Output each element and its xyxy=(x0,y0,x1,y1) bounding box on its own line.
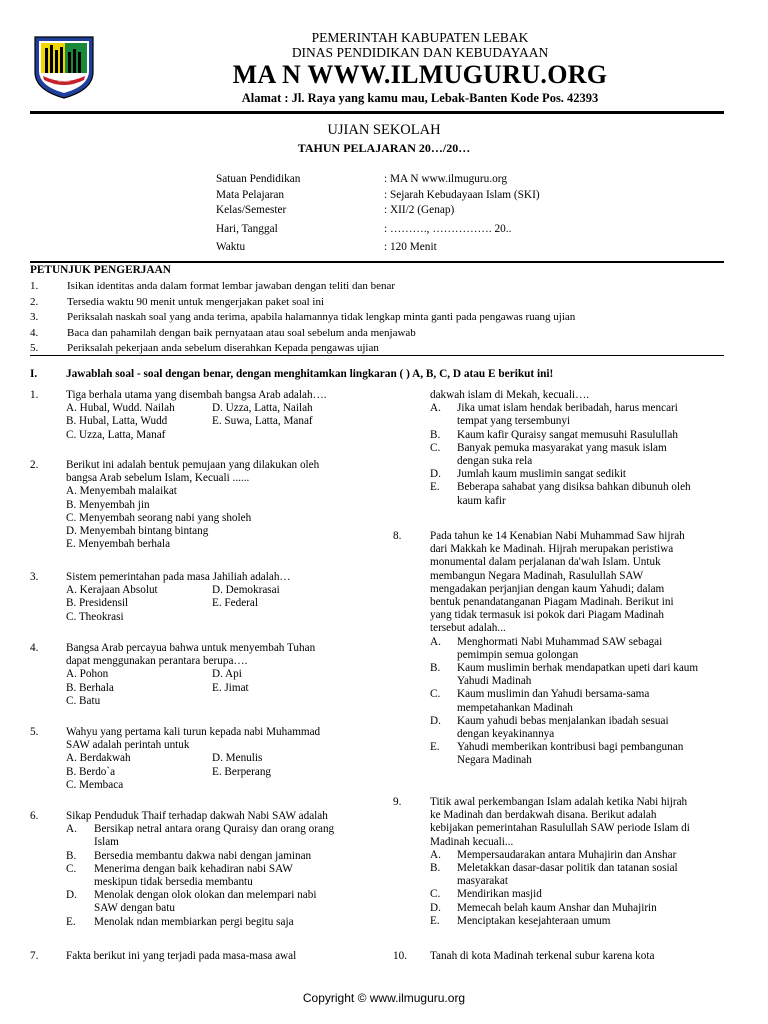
answer-option: E. Federal xyxy=(212,597,258,610)
answer-option: C. Batu xyxy=(66,694,101,707)
question-stem: dakwah islam di Mekah, kecuali…. xyxy=(430,389,590,401)
section-number: I. xyxy=(30,368,38,380)
exam-title: UJIAN SEKOLAH xyxy=(327,122,441,138)
info-values xyxy=(384,172,540,256)
answer-option: Menolak dengan olok olokan dan melempari nabi xyxy=(94,889,317,902)
question-stem: Sistem pemerintahan pada masa Jahiliah adalah… xyxy=(66,571,291,583)
answer-option: Jumlah kaum muslimin sangat sedikit xyxy=(457,468,627,481)
header-line1: PEMERINTAH KABUPATEN LEBAK xyxy=(311,30,529,45)
answer-option: A. Hubal, Wudd. Nailah xyxy=(66,402,175,415)
question-stem: bangsa Arab sebelum Islam, Kecuali ...... xyxy=(66,472,250,485)
instruction-item: 5. Periksalah pekerjaan anda sebelum diserahkan Kepada pengawas ujian xyxy=(30,342,379,354)
answer-option: masyarakat xyxy=(457,875,508,888)
answer-option: kaum kafir xyxy=(457,494,506,507)
question-stem: Titik awal perkembangan Islam adalah ketika Nabi hijrah xyxy=(430,796,688,808)
instruction-item: 1. Isikan identitas anda dalam format lembar jawaban dengan teliti dan benar xyxy=(30,280,396,292)
question-stem: ke Madinah dan berdakwah disana. Berikut adalah xyxy=(430,809,657,822)
question-stem: Tanah di kota Madinah terkenal subur karena kota xyxy=(430,950,655,962)
answer-option: Yahudi memberikan kontribusi bagi pembangunan xyxy=(457,741,684,754)
school-logo xyxy=(31,34,97,100)
question-number: 1. xyxy=(30,389,39,401)
question-stem: bentuk penandatanganan Piagam Madinah. Berikut ini xyxy=(430,596,674,608)
question-stem: Fakta berikut ini yang terjadi pada masa-masa awal xyxy=(66,950,297,962)
info-label: Kelas/Semester xyxy=(216,204,287,216)
section-instruction: Jawablah soal - soal dengan benar, dengan menghitamkan lingkaran ( ) A, B, C, D atau E berikut ini! xyxy=(66,368,554,380)
answer-option: C. Uzza, Latta, Manaf xyxy=(66,428,166,441)
answer-option: C. Theokrasi xyxy=(66,610,124,623)
answer-option: B. Presidensil xyxy=(66,597,129,610)
answer-option: tempat yang tersembunyi xyxy=(457,415,571,428)
question-number: 6. xyxy=(30,810,39,822)
info-divider xyxy=(30,261,724,263)
answer-letter: C. xyxy=(66,862,77,875)
answer-letter: B. xyxy=(430,662,441,674)
answer-letter: A. xyxy=(430,402,441,415)
answer-option: dengan suka rela xyxy=(457,455,533,467)
instruction-item: 3. Periksalah naskah soal yang anda terima, apabila halamannya tidak lengkap minta ganti pada pengawas ruang ujian xyxy=(30,311,576,323)
info-value: : 120 Menit xyxy=(384,241,437,253)
answer-option: B. Berhala xyxy=(66,681,114,694)
exam-year: TAHUN PELAJARAN 20…/20… xyxy=(297,141,471,155)
question-stem: yang tidak termasuk isi pokok dari Piagam Madinah xyxy=(430,609,664,622)
answer-letter: A. xyxy=(66,823,77,836)
info-value: : Sejarah Kebudayaan Islam (SKI) xyxy=(384,188,540,201)
header-line2: DINAS PENDIDIKAN DAN KEBUDAYAAN xyxy=(291,45,549,60)
answer-letter: D. xyxy=(430,714,441,727)
answer-option: B. Hubal, Latta, Wudd xyxy=(66,415,168,428)
question-number: 8. xyxy=(393,530,402,542)
answer-option: D. Api xyxy=(212,668,242,681)
answer-option: Memecah belah kaum Anshar dan Muhajirin xyxy=(457,901,657,914)
question-number: 7. xyxy=(30,950,39,962)
question-number: 10. xyxy=(393,950,407,962)
answer-option: Menghormati Nabi Muhammad SAW sebagai xyxy=(457,635,663,648)
answer-option: A. Menyembah malaikat xyxy=(66,485,177,498)
answer-option: Mempersaudarakan antara Muhajirin dan Anshar xyxy=(457,848,677,861)
answer-option: D. Menyembah bintang bintang xyxy=(66,525,209,537)
question-stem: SAW adalah perintah untuk xyxy=(66,739,190,752)
question-number: 4. xyxy=(30,642,39,654)
answer-letter: E. xyxy=(66,915,76,928)
answer-option: Menciptakan kesejahteraan umum xyxy=(457,914,611,927)
answer-option: Banyak pemuka masyarakat yang masuk islam xyxy=(457,441,667,454)
answer-option: Bersikap netral antara orang Quraisy dan orang orang xyxy=(94,823,335,836)
answer-letter: D. xyxy=(66,889,77,902)
answer-option: A. Pohon xyxy=(66,668,109,681)
question-stem: kebijakan pemerintahan Rasulullah SAW periode Islam di xyxy=(430,822,690,835)
answer-letter: C. xyxy=(430,888,441,901)
answer-letter: E. xyxy=(430,481,440,494)
question-stem: dapat menggunakan perantara berupa…. xyxy=(66,655,248,668)
question-number: 3. xyxy=(30,571,39,583)
instruction-item: 2. Tersedia waktu 90 menit untuk mengerjakan paket soal ini xyxy=(30,295,325,308)
answer-letter: A. xyxy=(430,848,441,861)
answer-letter: D. xyxy=(430,468,441,481)
answer-letter: C. xyxy=(430,688,441,701)
answer-option: dengan keyakinannya xyxy=(457,728,555,740)
answer-letter: B. xyxy=(66,849,77,862)
answer-option: Meletakkan dasar-dasar politik dan tatanan sosial xyxy=(457,862,678,874)
header-divider xyxy=(30,111,724,114)
answer-option: D. Demokrasai xyxy=(212,584,280,597)
answer-letter: A. xyxy=(430,635,441,648)
school-name: MA N WWW.ILMUGURU.ORG xyxy=(232,60,608,89)
svg-text:LEBAK: LEBAK xyxy=(58,79,70,83)
answer-option: Kaum muslimin berhak mendapatkan upeti dari kaum xyxy=(457,662,699,674)
info-label: Satuan Pendidikan xyxy=(216,173,301,185)
answer-letter: E. xyxy=(430,914,440,927)
answer-option: Menerima dengan baik kehadiran nabi SAW xyxy=(94,862,293,875)
answer-option: E. Menyembah berhala xyxy=(66,538,171,551)
info-labels xyxy=(216,172,300,256)
answer-option: E. Berperang xyxy=(212,765,272,778)
question-stem: Sikap Penduduk Thaif terhadap dakwah Nabi SAW adalah xyxy=(66,810,328,822)
answer-letter: C. xyxy=(430,441,441,454)
answer-option: A. Berdakwah xyxy=(66,752,131,765)
answer-option: Mendirikan masjid xyxy=(457,888,542,901)
answer-option: Kaum yahudi bebas menjalankan ibadah sesuai xyxy=(457,714,669,727)
question-stem: Wahyu yang pertama kali turun kepada nabi Muhammad xyxy=(66,726,321,738)
answer-option: Kaum muslimin dan Yahudi bersama-sama xyxy=(457,688,650,701)
answer-letter: B. xyxy=(430,428,441,441)
info-label: Waktu xyxy=(216,241,246,253)
answer-option: A. Kerajaan Absolut xyxy=(66,584,158,597)
question-stem: Madinah kecuali... xyxy=(430,835,514,848)
info-label: Mata Pelajaran xyxy=(216,188,285,201)
answer-letter: E. xyxy=(430,741,440,754)
answer-option: Negara Madinah xyxy=(457,754,532,767)
question-number: 9. xyxy=(393,796,402,808)
answer-option: pemimpin semua golongan xyxy=(457,648,579,661)
question-stem: Tiga berhala utama yang disembah bangsa Arab adalah…. xyxy=(66,389,327,401)
answer-option: Islam xyxy=(94,836,119,849)
info-value: : ………., ……………. 20.. xyxy=(384,222,512,235)
question-number: 2. xyxy=(30,459,39,471)
answer-letter: D. xyxy=(430,901,441,914)
instructions-divider xyxy=(30,355,724,356)
answer-option: Bersedia membantu dakwa nabi dengan jaminan xyxy=(94,849,312,862)
answer-option: Yahudi Madinah xyxy=(457,675,532,688)
info-label: Hari, Tanggal xyxy=(216,222,278,235)
question-stem: Berikut ini adalah bentuk pemujaan yang dilakukan oleh xyxy=(66,459,320,471)
answer-option: Menolak ndan membiarkan pergi begitu saja xyxy=(94,915,294,928)
answer-option: mempetahankan Madinah xyxy=(457,701,573,714)
answer-option: Kaum kafir Quraisy sangat memusuhi Rasulullah xyxy=(457,428,678,441)
answer-option: C. Membaca xyxy=(66,778,124,791)
answer-option: SAW dengan batu xyxy=(94,902,175,915)
answer-letter: B. xyxy=(430,862,441,874)
question-stem: Bangsa Arab percayua bahwa untuk menyembah Tuhan xyxy=(66,642,316,654)
footer-copyright: Copyright © www.ilmuguru.org xyxy=(302,991,466,1005)
answer-option: E. Suwa, Latta, Manaf xyxy=(212,415,313,428)
answer-option: E. Jimat xyxy=(212,681,249,694)
answer-option: D. Uzza, Latta, Nailah xyxy=(212,402,313,415)
question-stem: dari Makkah ke Madinah. Hijrah merupakan peristiwa xyxy=(430,543,674,556)
answer-option: Beberapa sahabat yang disiksa bahkan dibunuh oleh xyxy=(457,481,691,494)
answer-option: Jika umat islam hendak beribadah, harus mencari xyxy=(457,402,678,415)
answer-option: B. Menyembah jin xyxy=(66,498,150,511)
question-number: 5. xyxy=(30,726,39,738)
school-address: Alamat : Jl. Raya yang kamu mau, Lebak-Banten Kode Pos. 42393 xyxy=(241,91,599,105)
question-stem: monumental dalam perjalanan da'wah Islam. Untuk xyxy=(430,556,661,569)
instructions-list xyxy=(30,279,575,357)
question-stem: tersebut adalah... xyxy=(430,622,506,635)
answer-option: D. Menulis xyxy=(212,752,263,765)
info-value: : MA N www.ilmuguru.org xyxy=(384,173,508,185)
info-value: : XII/2 (Genap) xyxy=(384,204,455,216)
question-stem: Pada tahun ke 14 Kenabian Nabi Muhammad Saw hijrah xyxy=(430,530,685,542)
instructions-title: PETUNJUK PENGERJAAN xyxy=(30,264,171,276)
question-stem: membangun Negara Madinah, Rasulullah SAW xyxy=(430,569,644,582)
instruction-item: 4. Baca dan pahamilah dengan baik pernyataan atau soal sebelum anda menjawab xyxy=(30,326,416,339)
answer-option: B. Berdo`a xyxy=(66,765,116,778)
answer-option: C. Menyembah seorang nabi yang sholeh xyxy=(66,511,252,524)
question-stem: mengadakan perjanjian dengan kaum Yahudi; dalam xyxy=(430,582,665,595)
answer-option: meskipun tidak bersedia membantu xyxy=(94,876,253,888)
